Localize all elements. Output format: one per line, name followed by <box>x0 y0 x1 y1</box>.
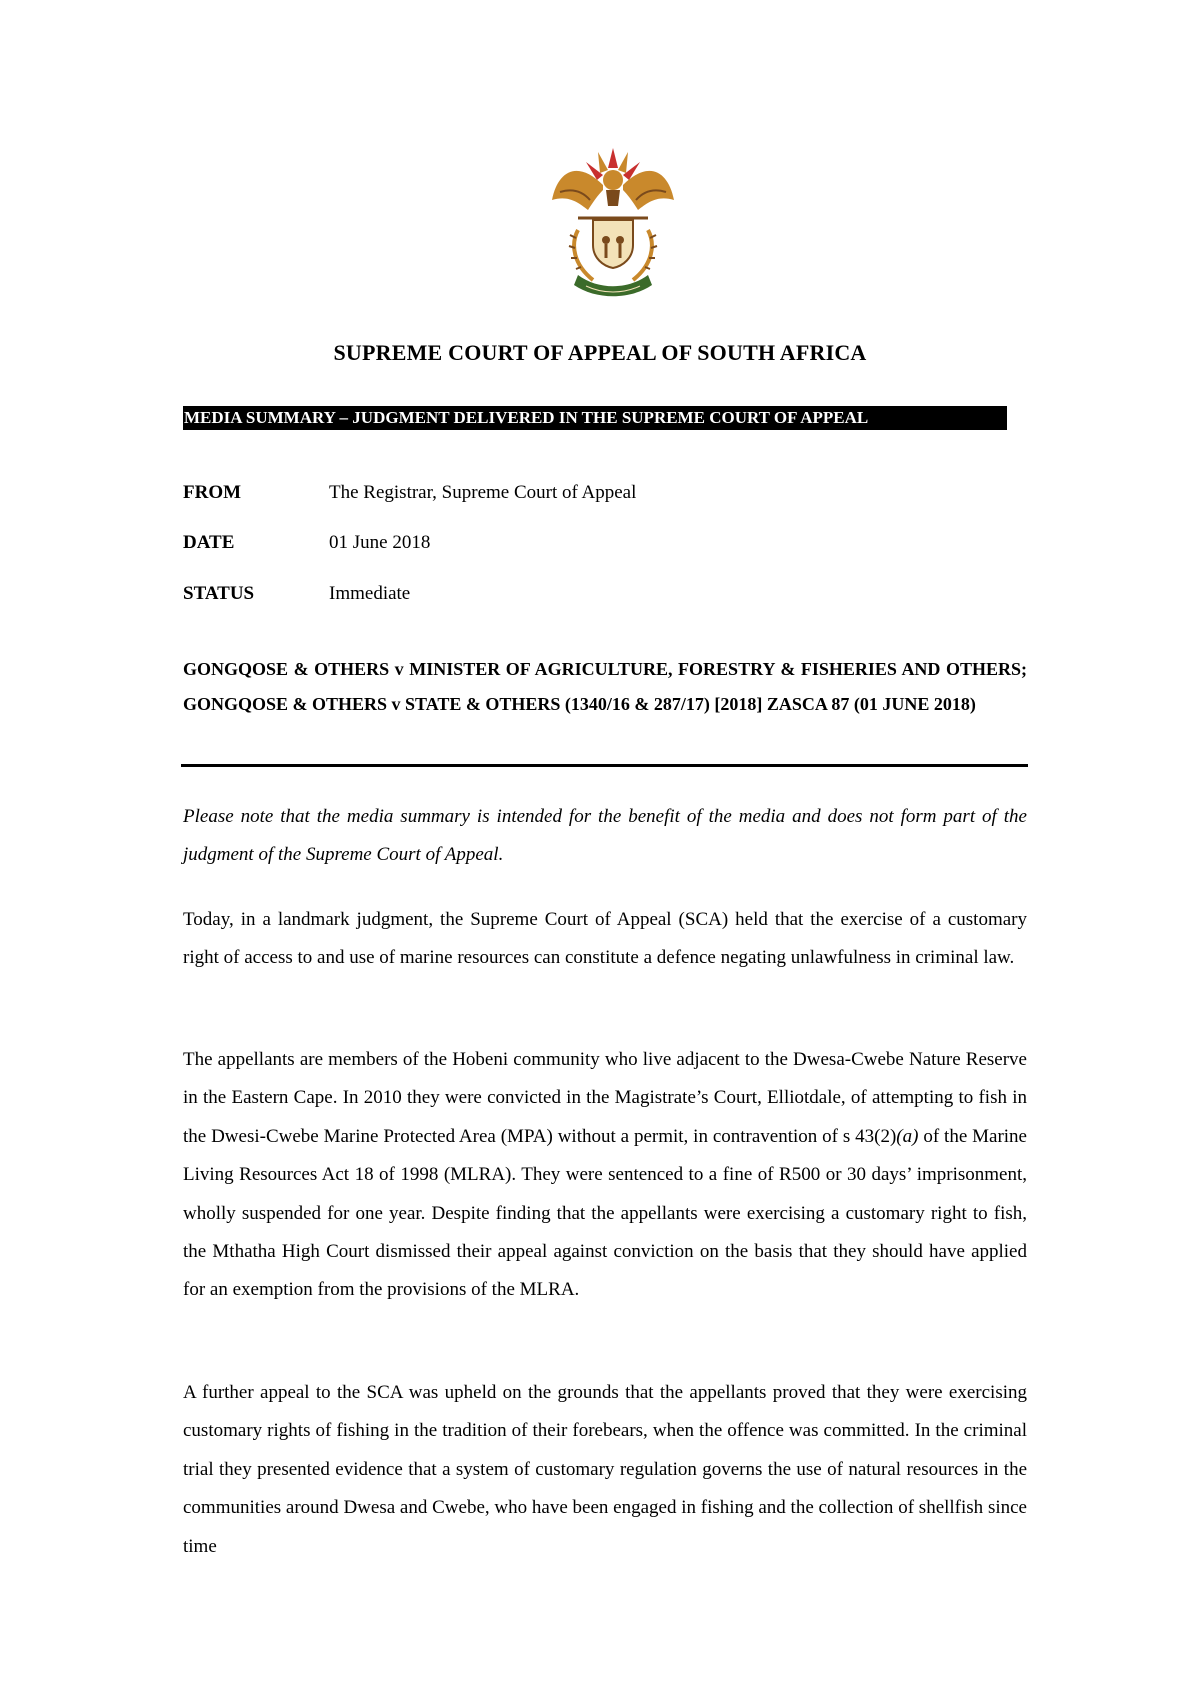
paragraph-2-italic: (a) <box>896 1125 919 1147</box>
paragraph-3: A further appeal to the SCA was upheld on the grounds that the appellants proved that they were exercising customary rights of fishing in the tradition of their forebears, when the offence was committed. In the criminal trial they presented evidence that a system of customary regulation governs the use of natural resources in the communities around Dwesa and Cwebe, who have been engaged in fishing and the collection of shellfish since time <box>183 1382 1027 1557</box>
paragraph-1: Today, in a landmark judgment, the Supreme Court of Appeal (SCA) held that the exercise of a customary right of access to and use of marine resources can constitute a defence negating unlawfulness in criminal law. <box>183 909 1027 969</box>
court-title: SUPREME COURT OF APPEAL OF SOUTH AFRICA <box>333 340 867 365</box>
meta-label: DATE <box>183 532 235 553</box>
media-summary-banner: MEDIA SUMMARY – JUDGMENT DELIVERED IN THE SUPREME COURT OF APPEAL <box>183 406 1007 430</box>
motto-ribbon-icon <box>574 275 652 296</box>
paragraph-2-part-b: of the Marine Living Resources Act 18 of 1998 (MLRA). They were sentenced to a fine of R500 or 30 days’ imprisonment, wholly suspended for one year. Despite finding that the appellants were exercising a customary right to fish, the Mthatha High Court dismissed their appeal against conviction on the basis that they should have applied for an exemption from the provisions of the MLRA. <box>183 1125 1027 1301</box>
shield-icon <box>593 220 633 268</box>
divider <box>181 764 1028 767</box>
paragraph-2 <box>183 1041 1027 1310</box>
meta-label: STATUS <box>183 583 255 604</box>
meta-row-status <box>183 581 1013 607</box>
coat-of-arms-icon <box>548 140 678 300</box>
meta-value: Immediate <box>329 583 411 604</box>
meta-row-date <box>183 530 1013 556</box>
meta-row-from <box>183 480 1013 506</box>
disclaimer-note: Please note that the media summary is intended for the benefit of the media and does not form part of the judgment of the Supreme Court of Appeal. <box>183 806 1027 866</box>
meta-label: FROM <box>183 482 242 503</box>
case-heading: GONGQOSE & OTHERS v MINISTER OF AGRICULTURE, FORESTRY & FISHERIES AND OTHERS; GONGQOSE & OTHERS v STATE & OTHERS (1340/16 & 287/17) [2018] ZASCA 87 (01 JUNE 2018) <box>183 659 1027 714</box>
meta-value: 01 June 2018 <box>329 532 431 553</box>
paragraph-2-part-a: The appellants are members of the Hobeni community who live adjacent to the Dwesa-Cwebe Nature Reserve in the Eastern Cape. In 2010 they were convicted in the Magistrate’s Court, Elliotdale, of attempting to fish in the Dwesi-Cwebe Marine Protected Area (MPA) without a permit, in contravention of s 43(2) <box>183 1049 1027 1147</box>
meta-value: The Registrar, Supreme Court of Appeal <box>329 482 637 503</box>
